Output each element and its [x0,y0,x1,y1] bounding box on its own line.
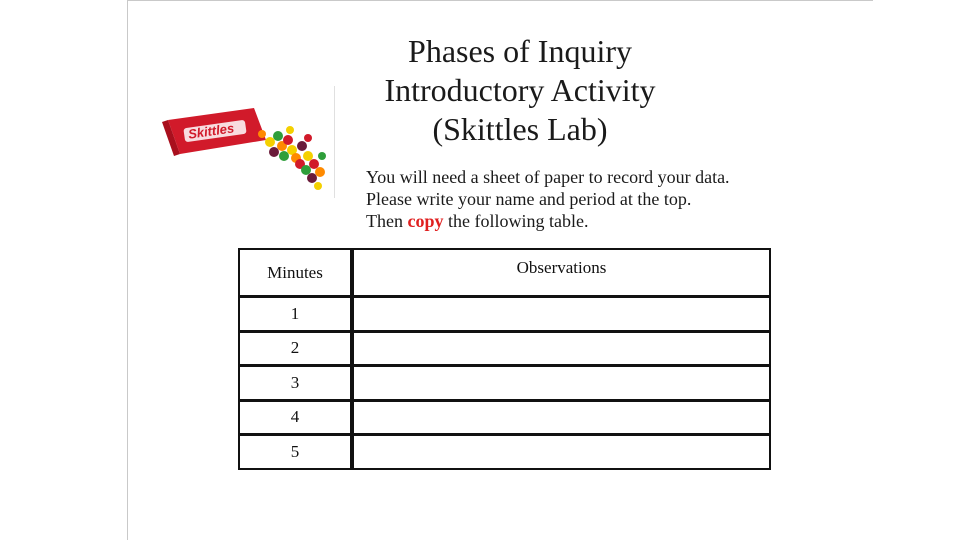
title-line-3: (Skittles Lab) [432,111,608,147]
slide-border-top [127,0,873,1]
instruction-line-3-suffix: the following table. [443,211,589,231]
title-line-2: Introductory Activity [384,72,656,108]
title-line-1: Phases of Inquiry [408,33,632,69]
instruction-emphasis-copy: copy [407,211,444,231]
skittles-bag-icon [162,98,336,198]
observation-cell [352,332,771,367]
instructions [366,166,730,232]
observation-cell [352,401,771,436]
skittles-bag-image [162,98,336,198]
minute-cell: 4 [238,401,352,436]
minute-cell: 3 [238,366,352,401]
header-observations: Observations [352,248,771,297]
instruction-line-2: Please write your name and period at the top. [366,189,692,209]
minute-cell: 5 [238,435,352,470]
table-header-row [238,248,771,297]
slide-title [340,32,700,149]
instruction-line-1: You will need a sheet of paper to record your data. [366,167,730,187]
skittles-logo-text: Skittles [187,120,236,142]
observation-table [238,248,771,470]
table-row [238,366,771,401]
instruction-line-3-prefix: Then [366,211,408,231]
candies-group [258,126,326,190]
table-row [238,297,771,332]
observation-cell [352,366,771,401]
table-row [238,435,771,470]
header-minutes: Minutes [238,248,352,297]
minute-cell: 2 [238,332,352,367]
slide-border-left [127,0,128,540]
instruction-line-3 [366,210,730,232]
observation-cell [352,297,771,332]
observation-cell [352,435,771,470]
table-row [238,332,771,367]
minute-cell: 1 [238,297,352,332]
table-row [238,401,771,436]
